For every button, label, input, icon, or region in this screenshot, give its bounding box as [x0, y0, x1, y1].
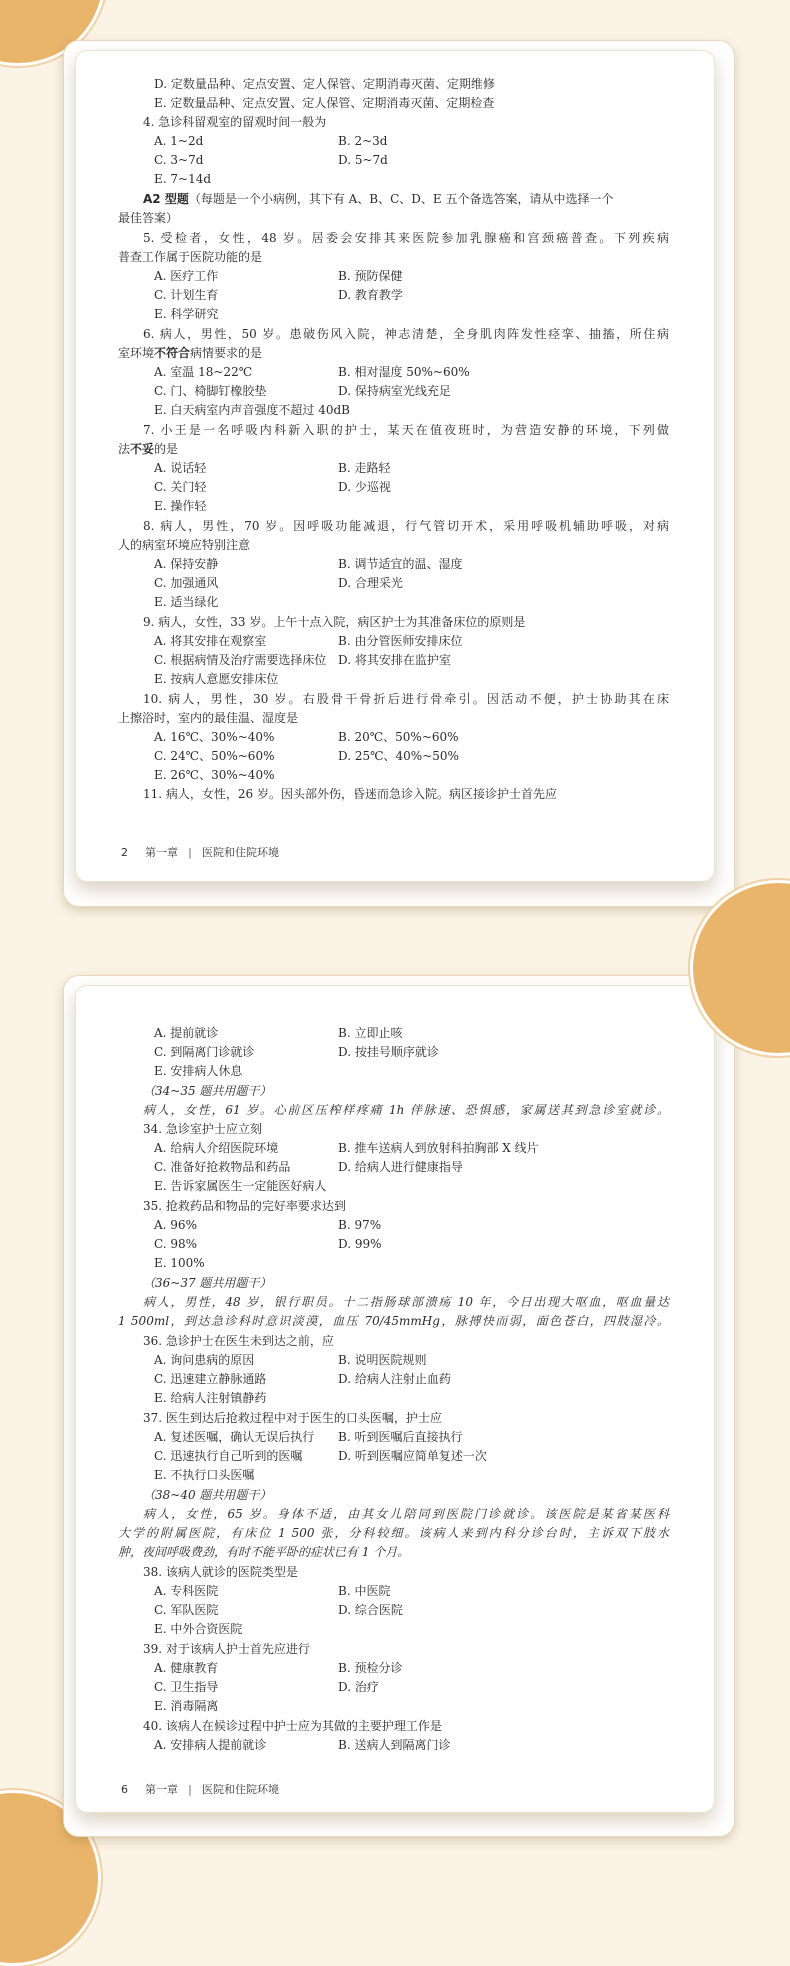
text-line: C. 计划生育	[154, 288, 219, 302]
page-footer	[121, 1782, 279, 1798]
text-line: C. 3~7d	[154, 153, 204, 167]
text-line: D. 将其安排在监护室	[338, 653, 451, 667]
text-line: A. 96%	[154, 1218, 197, 1232]
text-line: B. 立即止咳	[338, 1026, 403, 1040]
text-line: A. 将其安排在观察室	[154, 634, 267, 648]
text-line: 34. 急诊室护士应立刻	[143, 1122, 262, 1136]
text-line: C. 迅速执行自己听到的医嘱	[154, 1449, 303, 1463]
text-line: B. 20℃、50%~60%	[338, 730, 459, 744]
text-line: C. 门、椅脚钉橡胶垫	[154, 384, 267, 398]
text-line: D. 给病人进行健康指导	[338, 1160, 463, 1174]
text-line: E. 白天病室内声音强度不超过 40dB	[154, 403, 350, 417]
chapter-title: 医院和住院环境	[202, 1783, 279, 1796]
text-line: E. 给病人注射镇静药	[154, 1391, 267, 1405]
text-line: E. 不执行口头医嘱	[154, 1468, 255, 1482]
text-line: 普查工作属于医院功能的是	[118, 250, 263, 264]
question-type-desc: （每题是一个小病例，其下有 A、B、C、D、E 五个备选答案，请从中选择一个	[188, 192, 614, 206]
text-line: A. 16℃、30%~40%	[154, 730, 275, 744]
footer-divider: |	[188, 1783, 192, 1796]
text-line: B. 2~3d	[338, 134, 388, 148]
text-line: 大学的附属医院，有床位 1 500 张，分科较细。该病人来到内科分诊台时，主诉双下肢水	[118, 1526, 669, 1540]
text-line: B. 走路轻	[338, 461, 391, 475]
text-line: 5. 受检者，女性，48 岁。居委会安排其来医院参加乳腺癌和宫颈癌普查。下列疾病	[143, 231, 669, 245]
text-line: A. 询问患病的原因	[154, 1353, 255, 1367]
text-line: 4. 急诊科留观室的留观时间一般为	[143, 115, 327, 129]
chapter-label: 第一章	[145, 1783, 178, 1796]
chapter-title: 医院和住院环境	[202, 846, 279, 859]
text-line: E. 适当绿化	[154, 595, 219, 609]
text-line: A. 说话轻	[154, 461, 207, 475]
text-line: C. 到隔离门诊就诊	[154, 1045, 255, 1059]
text-line: C. 军队医院	[154, 1603, 219, 1617]
text-line: A. 健康教育	[154, 1661, 219, 1675]
text-line: 9. 病人，女性，33 岁。上午十点入院，病区护士为其准备床位的原则是	[143, 615, 526, 629]
text-line: 室环境不符合病情要求的是	[118, 346, 263, 360]
text-line: 36. 急诊护士在医生未到达之前，应	[143, 1334, 334, 1348]
text-line: A. 安排病人提前就诊	[154, 1738, 267, 1752]
text-line: 37. 医生到达后抢救过程中对于医生的口头医嘱，护士应	[143, 1411, 442, 1425]
text-line: B. 听到医嘱后直接执行	[338, 1430, 463, 1444]
text-line: 11. 病人，女性，26 岁。因头部外伤，昏迷而急诊入院。病区接诊护士首先应	[143, 787, 557, 801]
text-line: 病人，女性，65 岁。身体不适，由其女儿陪同到医院门诊就诊。该医院是某省某医科	[143, 1507, 669, 1521]
text-line	[143, 190, 614, 208]
text-line: 8. 病人，男性，70 岁。因呼吸功能减退，行气管切开术，采用呼吸机辅助呼吸，对病	[143, 519, 669, 533]
footer-divider: |	[188, 846, 192, 859]
text-line: 上擦浴时，室内的最佳温、湿度是	[118, 711, 299, 725]
text-line: A. 保持安静	[154, 557, 219, 571]
text-line: D. 给病人注射止血药	[338, 1372, 451, 1386]
question-type-label: A2 型题	[143, 192, 189, 206]
text-line: B. 相对湿度 50%~60%	[338, 365, 470, 379]
text-line: E. 安排病人休息	[154, 1064, 243, 1078]
text-line: 40. 该病人在候诊过程中护士应为其做的主要护理工作是	[143, 1719, 442, 1733]
text-line: B. 97%	[338, 1218, 382, 1232]
text-line: D. 按挂号顺序就诊	[338, 1045, 439, 1059]
text-line: （38~40 题共用题干）	[143, 1488, 272, 1502]
text-line: B. 预防保健	[338, 269, 403, 283]
text-line: C. 准备好抢救物品和药品	[154, 1160, 291, 1174]
text-line: E. 告诉家属医生一定能医好病人	[154, 1179, 327, 1193]
text-line: E. 中外合资医院	[154, 1622, 243, 1636]
text-line: E. 26℃、30%~40%	[154, 768, 275, 782]
text-line: A. 1~2d	[154, 134, 204, 148]
text-line: C. 关门轻	[154, 480, 207, 494]
text-line: 人的病室环境应特别注意	[118, 538, 251, 552]
text-line: E. 消毒隔离	[154, 1699, 219, 1713]
text-line: 35. 抢救药品和物品的完好率要求达到	[143, 1199, 346, 1213]
text-line: C. 98%	[154, 1237, 198, 1251]
page-number: 6	[121, 1783, 128, 1796]
text-line: A. 给病人介绍医院环境	[154, 1141, 279, 1155]
text-line: D. 听到医嘱应简单复述一次	[338, 1449, 487, 1463]
text-line: 38. 该病人就诊的医院类型是	[143, 1565, 298, 1579]
text-line: 肿，夜间呼吸费劲，有时不能平卧的症状已有 1 个月。	[118, 1545, 410, 1559]
text-line: E. 7~14d	[154, 172, 212, 186]
text-line: B. 推车送病人到放射科拍胸部 X 线片	[338, 1141, 539, 1155]
text-line: D. 少巡视	[338, 480, 391, 494]
text-line: D. 25℃、40%~50%	[338, 749, 459, 763]
text-line: E. 定数量品种、定点安置、定人保管、定期消毒灭菌、定期检查	[154, 96, 495, 110]
text-line: D. 定数量品种、定点安置、定人保管、定期消毒灭菌、定期维修	[154, 77, 495, 91]
text-line: D. 合理采光	[338, 576, 403, 590]
text-line: B. 中医院	[338, 1584, 391, 1598]
text-line: C. 加强通风	[154, 576, 219, 590]
text-line: D. 教育教学	[338, 288, 403, 302]
book-page-1	[75, 50, 715, 882]
text-line: A. 复述医嘱，确认无误后执行	[154, 1430, 315, 1444]
text-line: B. 由分管医师安排床位	[338, 634, 463, 648]
chapter-label: 第一章	[145, 846, 178, 859]
text-line: E. 按病人意愿安排床位	[154, 672, 279, 686]
text-line: D. 保持病室光线充足	[338, 384, 451, 398]
text-line: D. 5~7d	[338, 153, 388, 167]
text-line: 6. 病人，男性，50 岁。患破伤风入院，神志清楚，全身肌肉阵发性痉挛、抽搐，所住病	[143, 327, 669, 341]
text-line: A. 室温 18~22℃	[154, 365, 253, 379]
book-page-2	[75, 985, 715, 1813]
text-line: 法不妥的是	[118, 442, 179, 456]
text-line: D. 综合医院	[338, 1603, 403, 1617]
text-line: E. 操作轻	[154, 499, 207, 513]
text-line: C. 卫生指导	[154, 1680, 219, 1694]
text-line: （36~37 题共用题干）	[143, 1276, 272, 1290]
text-line: C. 24℃、50%~60%	[154, 749, 275, 763]
text-line: D. 99%	[338, 1237, 382, 1251]
page-footer	[121, 845, 279, 861]
text-line: E. 100%	[154, 1256, 205, 1270]
text-line: 1 500ml，到达急诊科时意识淡漠，血压 70/45mmHg，脉搏快而弱，面色苍白，四肢湿冷。	[118, 1314, 669, 1328]
text-line: B. 说明医院规则	[338, 1353, 427, 1367]
text-line: C. 迅速建立静脉通路	[154, 1372, 267, 1386]
text-line: B. 预检分诊	[338, 1661, 403, 1675]
text-line: B. 送病人到隔离门诊	[338, 1738, 451, 1752]
text-line: C. 根据病情及治疗需要选择床位	[154, 653, 327, 667]
text-line: B. 调节适宜的温、湿度	[338, 557, 463, 571]
emphasis-keyword: 不符合	[154, 346, 191, 360]
text-line: 病人，女性，61 岁。心前区压榨样疼痛 1h 伴脉速、恐惧感，家属送其到急诊室就诊。	[143, 1103, 669, 1117]
text-line: A. 医疗工作	[154, 269, 219, 283]
text-line: A. 提前就诊	[154, 1026, 219, 1040]
text-line: E. 科学研究	[154, 307, 219, 321]
text-line: 10. 病人，男性，30 岁。右股骨干骨折后进行骨牵引。因活动不便，护士协助其在床	[143, 692, 669, 706]
emphasis-keyword: 不妥	[130, 442, 155, 456]
page-number: 2	[121, 846, 128, 859]
text-line: A. 专科医院	[154, 1584, 219, 1598]
text-line: 39. 对于该病人护士首先应进行	[143, 1642, 310, 1656]
text-line: 病人，男性，48 岁，银行职员。十二指肠球部溃疡 10 年，今日出现大呕血，呕血量达	[143, 1295, 669, 1309]
text-line: 最佳答案）	[118, 211, 179, 225]
text-line: 7. 小王是一名呼吸内科新入职的护士，某天在值夜班时，为营造安静的环境，下列做	[143, 423, 669, 437]
text-line: D. 治疗	[338, 1680, 379, 1694]
text-line: （34~35 题共用题干）	[143, 1084, 272, 1098]
